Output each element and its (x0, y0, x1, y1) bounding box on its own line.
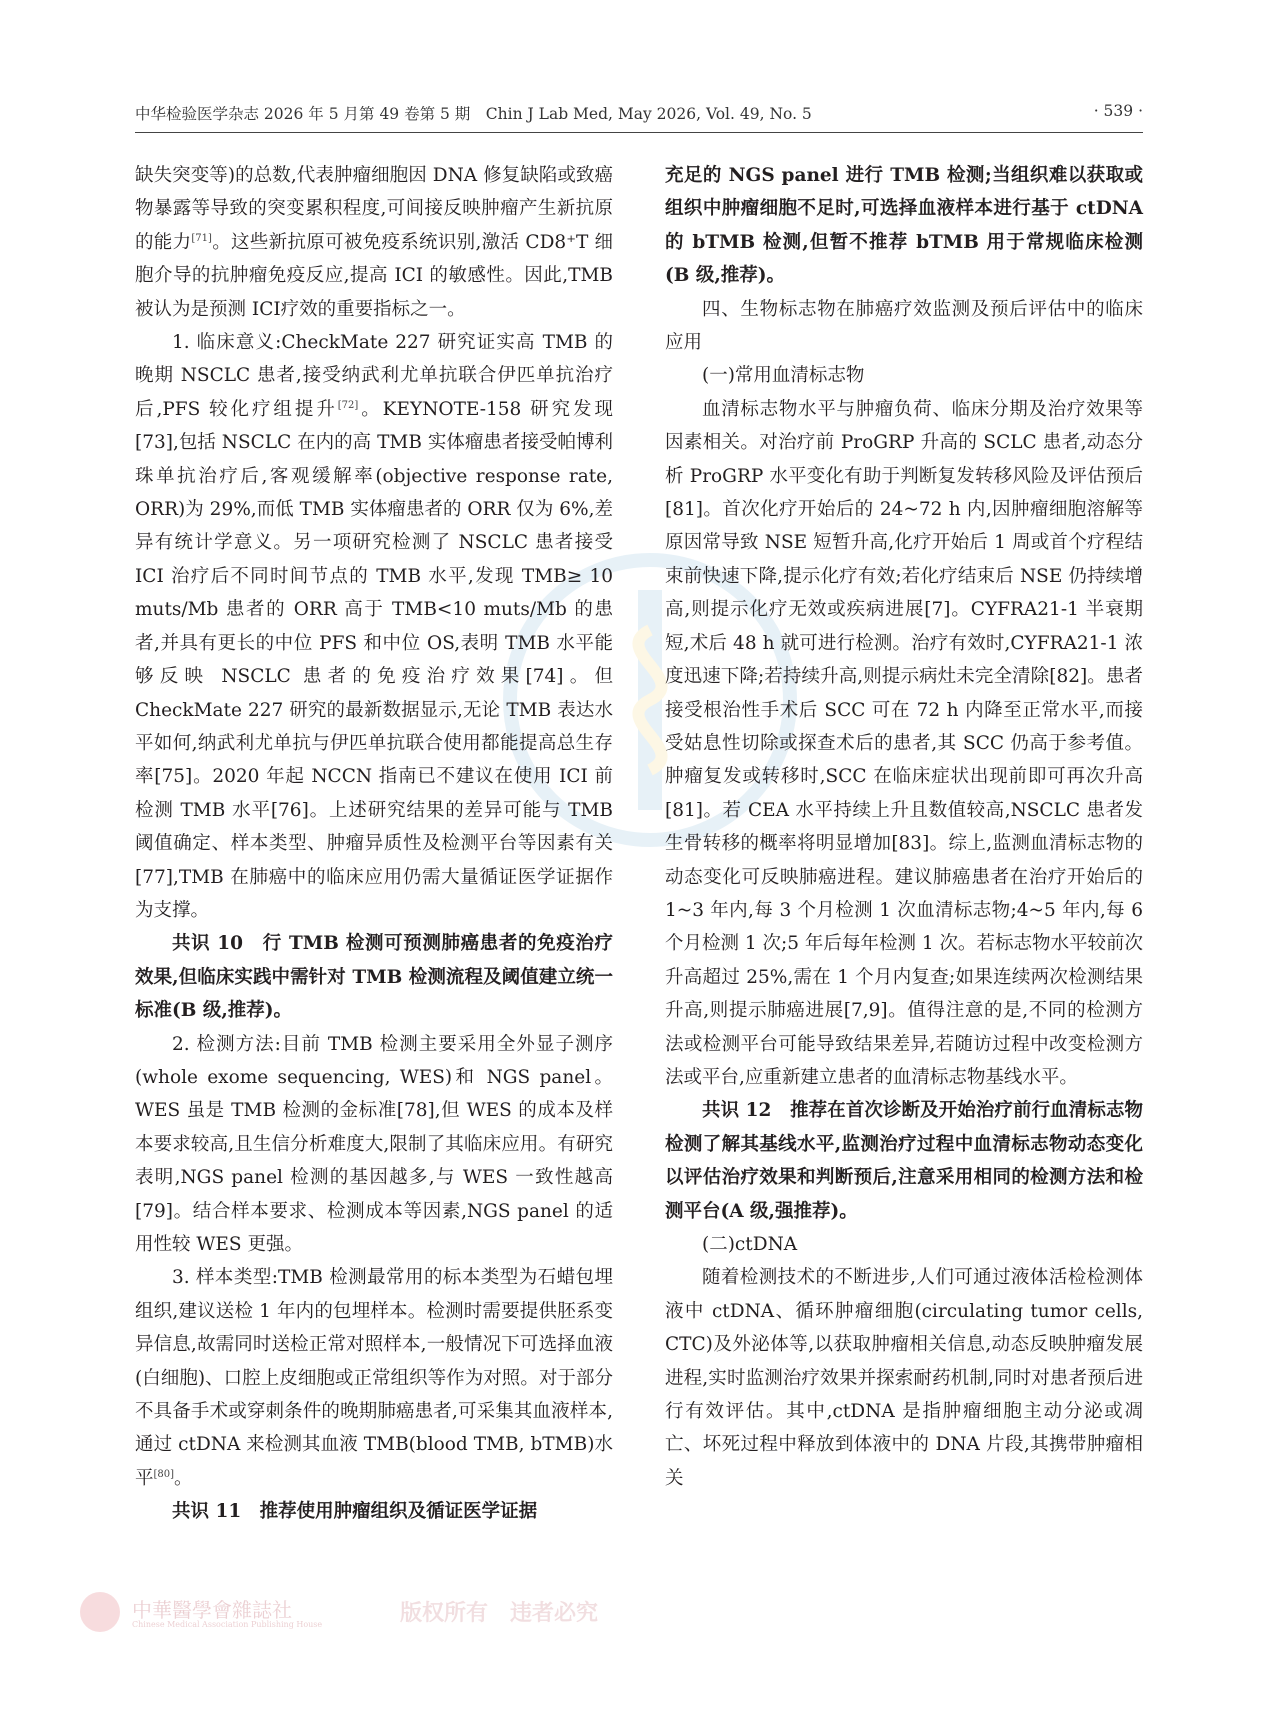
paragraph (135, 159, 613, 326)
copyright-tagline: 版权所有 违者必究 (400, 1600, 599, 1626)
paragraph-text: 缺失突变等)的总数,代表肿瘤细胞因 DNA 修复缺陷或致癌物暴露等导致的突变累积程度,可间接反映肿瘤产生新抗原的能力 (135, 165, 613, 253)
publisher-name-cn: 中華醫學會雜誌社 (132, 1598, 292, 1622)
page-number: · 539 · (1093, 102, 1143, 120)
paragraph-text-cont: 。 (174, 1467, 193, 1489)
paragraph-text: 3. 样本类型:TMB 检测最常用的标本类型为石蜡包埋组织,建议送检 1 年内的包埋样本。检测时需要提供胚系变异信息,故需同时送检正常对照样本,一般情况下可选择血液(白细胞)、口腔上皮细胞或正常组织等作为对照。对于部分不具备手术或穿刺条件的晚期肺癌患者,可采集其血液样本,通过 ctDNA 来检测其血液 TMB(blood TMB, bTMB)水平 (135, 1267, 613, 1489)
paragraph-text: 1. 临床意义:CheckMate 227 研究证实高 TMB 的晚期 NSCLC 患者,接受纳武利尤单抗联合伊匹单抗治疗后,PFS 较化疗组提升 (135, 332, 613, 420)
paragraph (665, 159, 1143, 293)
paragraph-text: 共识 12 推荐在首次诊断及开始治疗前行血清标志物检测了解其基线水平,监测治疗过程中血清标志物动态变化以评估治疗效果和判断预后,注意采用相同的检测方法和检测平台(A 级,强推荐)。 (665, 1100, 1143, 1222)
paragraph (665, 1261, 1143, 1495)
paragraph-text: 四、生物标志物在肺癌疗效监测及预后评估中的临床应用 (665, 298, 1143, 354)
paragraph (135, 927, 613, 1027)
paragraph (665, 359, 1143, 392)
paragraph-text: (一)常用血清标志物 (702, 365, 865, 387)
paragraph (135, 1028, 613, 1262)
left-column (135, 159, 613, 1529)
publisher-name-en: Chinese Medical Association Publishing House (132, 1620, 323, 1629)
citation-ref: [80] (153, 1468, 175, 1480)
header-rule (135, 132, 1143, 133)
journal-citation: 中华检验医学杂志 2026 年 5 月第 49 卷第 5 期 Chin J Lab Med, May 2026, Vol. 49, No. 5 (135, 105, 812, 123)
citation-ref: [71] (191, 232, 212, 244)
citation-ref: [72] (337, 399, 359, 411)
seal-icon (80, 1592, 120, 1632)
paragraph-text: 2. 检测方法:目前 TMB 检测主要采用全外显子测序(whole exome sequencing, WES)和 NGS panel。WES 虽是 TMB 检测的金标准[78],但 WES 的成本及样本要求较高,且生信分析难度大,限制了其临床应用。有研究表明,NGS panel 检测的基因越多,与 WES 一致性越高[79]。结合样本要求、检测成本等因素,NGS panel 的适用性较 WES 更强。 (135, 1033, 613, 1255)
paragraph (665, 293, 1143, 360)
paragraph (135, 326, 613, 927)
paragraph-text-cont: 。KEYNOTE-158 研究发现[73],包括 NSCLC 在内的高 TMB 实体瘤患者接受帕博利珠单抗治疗后,客观缓解率(objective response rate, ORR)为 29%,而低 TMB 实体瘤患者的 ORR 仅为 6%,差异有统计学意义。另一项研究检测了 NSCLC 患者接受 ICI 治疗后不同时间节点的 TMB 水平,发现 TMB≥ 10 muts/Mb 患者的 ORR 高于 TMB<10 muts/Mb 的患者,并具有更长的中位 PFS 和中位 OS,表明 TMB 水平能够反映 NSCLC 患者的免疫治疗效果[74]。但 CheckMate 227 研究的最新数据显示,无论 TMB 表达水平如何,纳武利尤单抗与伊匹单抗联合使用都能提高总生存率[75]。2020 年起 NCCN 指南已不建议在使用 ICI 前检测 TMB 水平[76]。上述研究结果的差异可能与 TMB 阈值确定、样本类型、肿瘤异质性及检测平台等因素有关[77],TMB 在肺癌中的临床应用仍需大量循证医学证据作为支撑。 (135, 398, 613, 921)
paragraph-text: (二)ctDNA (702, 1234, 798, 1255)
paragraph-text: 共识 11 推荐使用肿瘤组织及循证医学证据 (172, 1501, 538, 1523)
paragraph (665, 1094, 1143, 1228)
paragraph (135, 1495, 613, 1528)
paragraph-text: 共识 10 行 TMB 检测可预测肺癌患者的免疫治疗效果,但临床实践中需针对 TMB 检测流程及阈值建立统一标准(B 级,推荐)。 (135, 933, 613, 1022)
paragraph-text-cont: 。这些新抗原可被免疫系统识别,激活 CD8⁺T 细胞介导的抗肿瘤免疫反应,提高 ICI 的敏感性。因此,TMB 被认为是预测 ICI疗效的重要指标之一。 (135, 231, 613, 320)
paragraph (665, 1228, 1143, 1261)
publisher-logo (80, 1588, 600, 1638)
paragraph (135, 1261, 613, 1495)
paragraph-text: 血清标志物水平与肿瘤负荷、临床分期及治疗效果等因素相关。对治疗前 ProGRP 升高的 SCLC 患者,动态分析 ProGRP 水平变化有助于判断复发转移风险及评估预后[81]。首次化疗开始后的 24~72 h 内,因肿瘤细胞溶解等原因常导致 NSE 短暂升高,化疗开始后 1 周或首个疗程结束前快速下降,提示化疗有效;若化疗结束后 NSE 仍持续增高,则提示化疗无效或疾病进展[7]。CYFRA21-1 半衰期短,术后 48 h 就可进行检测。治疗有效时,CYFRA21-1 浓度迅速下降;若持续升高,则提示病灶未完全清除[82]。患者接受根治性手术后 SCC 可在 72 h 内降至正常水平,而接受姑息性切除或探查术后的患者,其 SCC 仍高于参考值。肿瘤复发或转移时,SCC 在临床症状出现前即可再次升高[81]。若 CEA 水平持续上升且数值较高,NSCLC 患者发生骨转移的概率将明显增加[83]。综上,监测血清标志物的动态变化可反映肺癌进程。建议肺癌患者在治疗开始后的 1~3 年内,每 3 个月检测 1 次血清标志物;4~5 年内,每 6 个月检测 1 次;5 年后每年检测 1 次。若标志物水平较前次升高超过 25%,需在 1 个月内复查;如果连续两次检测结果升高,则提示肺癌进展[7,9]。值得注意的是,不同的检测方法或检测平台可能导致结果差异,若随访过程中改变检测方法或平台,应重新建立患者的血清标志物基线水平。 (665, 398, 1143, 1088)
paragraph-text: 充足的 NGS panel 进行 TMB 检测;当组织难以获取或组织中肿瘤细胞不足时,可选择血液样本进行基于 ctDNA 的 bTMB 检测,但暂不推荐 bTMB 用于常规临床检测(B 级,推荐)。 (665, 165, 1143, 287)
right-column (665, 159, 1143, 1495)
paragraph (665, 393, 1143, 1095)
paragraph-text: 随着检测技术的不断进步,人们可通过液体活检检测体液中 ctDNA、循环肿瘤细胞(circulating tumor cells, CTC)及外泌体等,以获取肿瘤相关信息,动态反映肿瘤发展进程,实时监测治疗效果并探索耐药机制,同时对患者预后进行有效评估。其中,ctDNA 是指肿瘤细胞主动分泌或凋亡、坏死过程中释放到体液中的 DNA 片段,其携带肿瘤相关 (665, 1267, 1143, 1489)
running-header (135, 102, 1143, 130)
